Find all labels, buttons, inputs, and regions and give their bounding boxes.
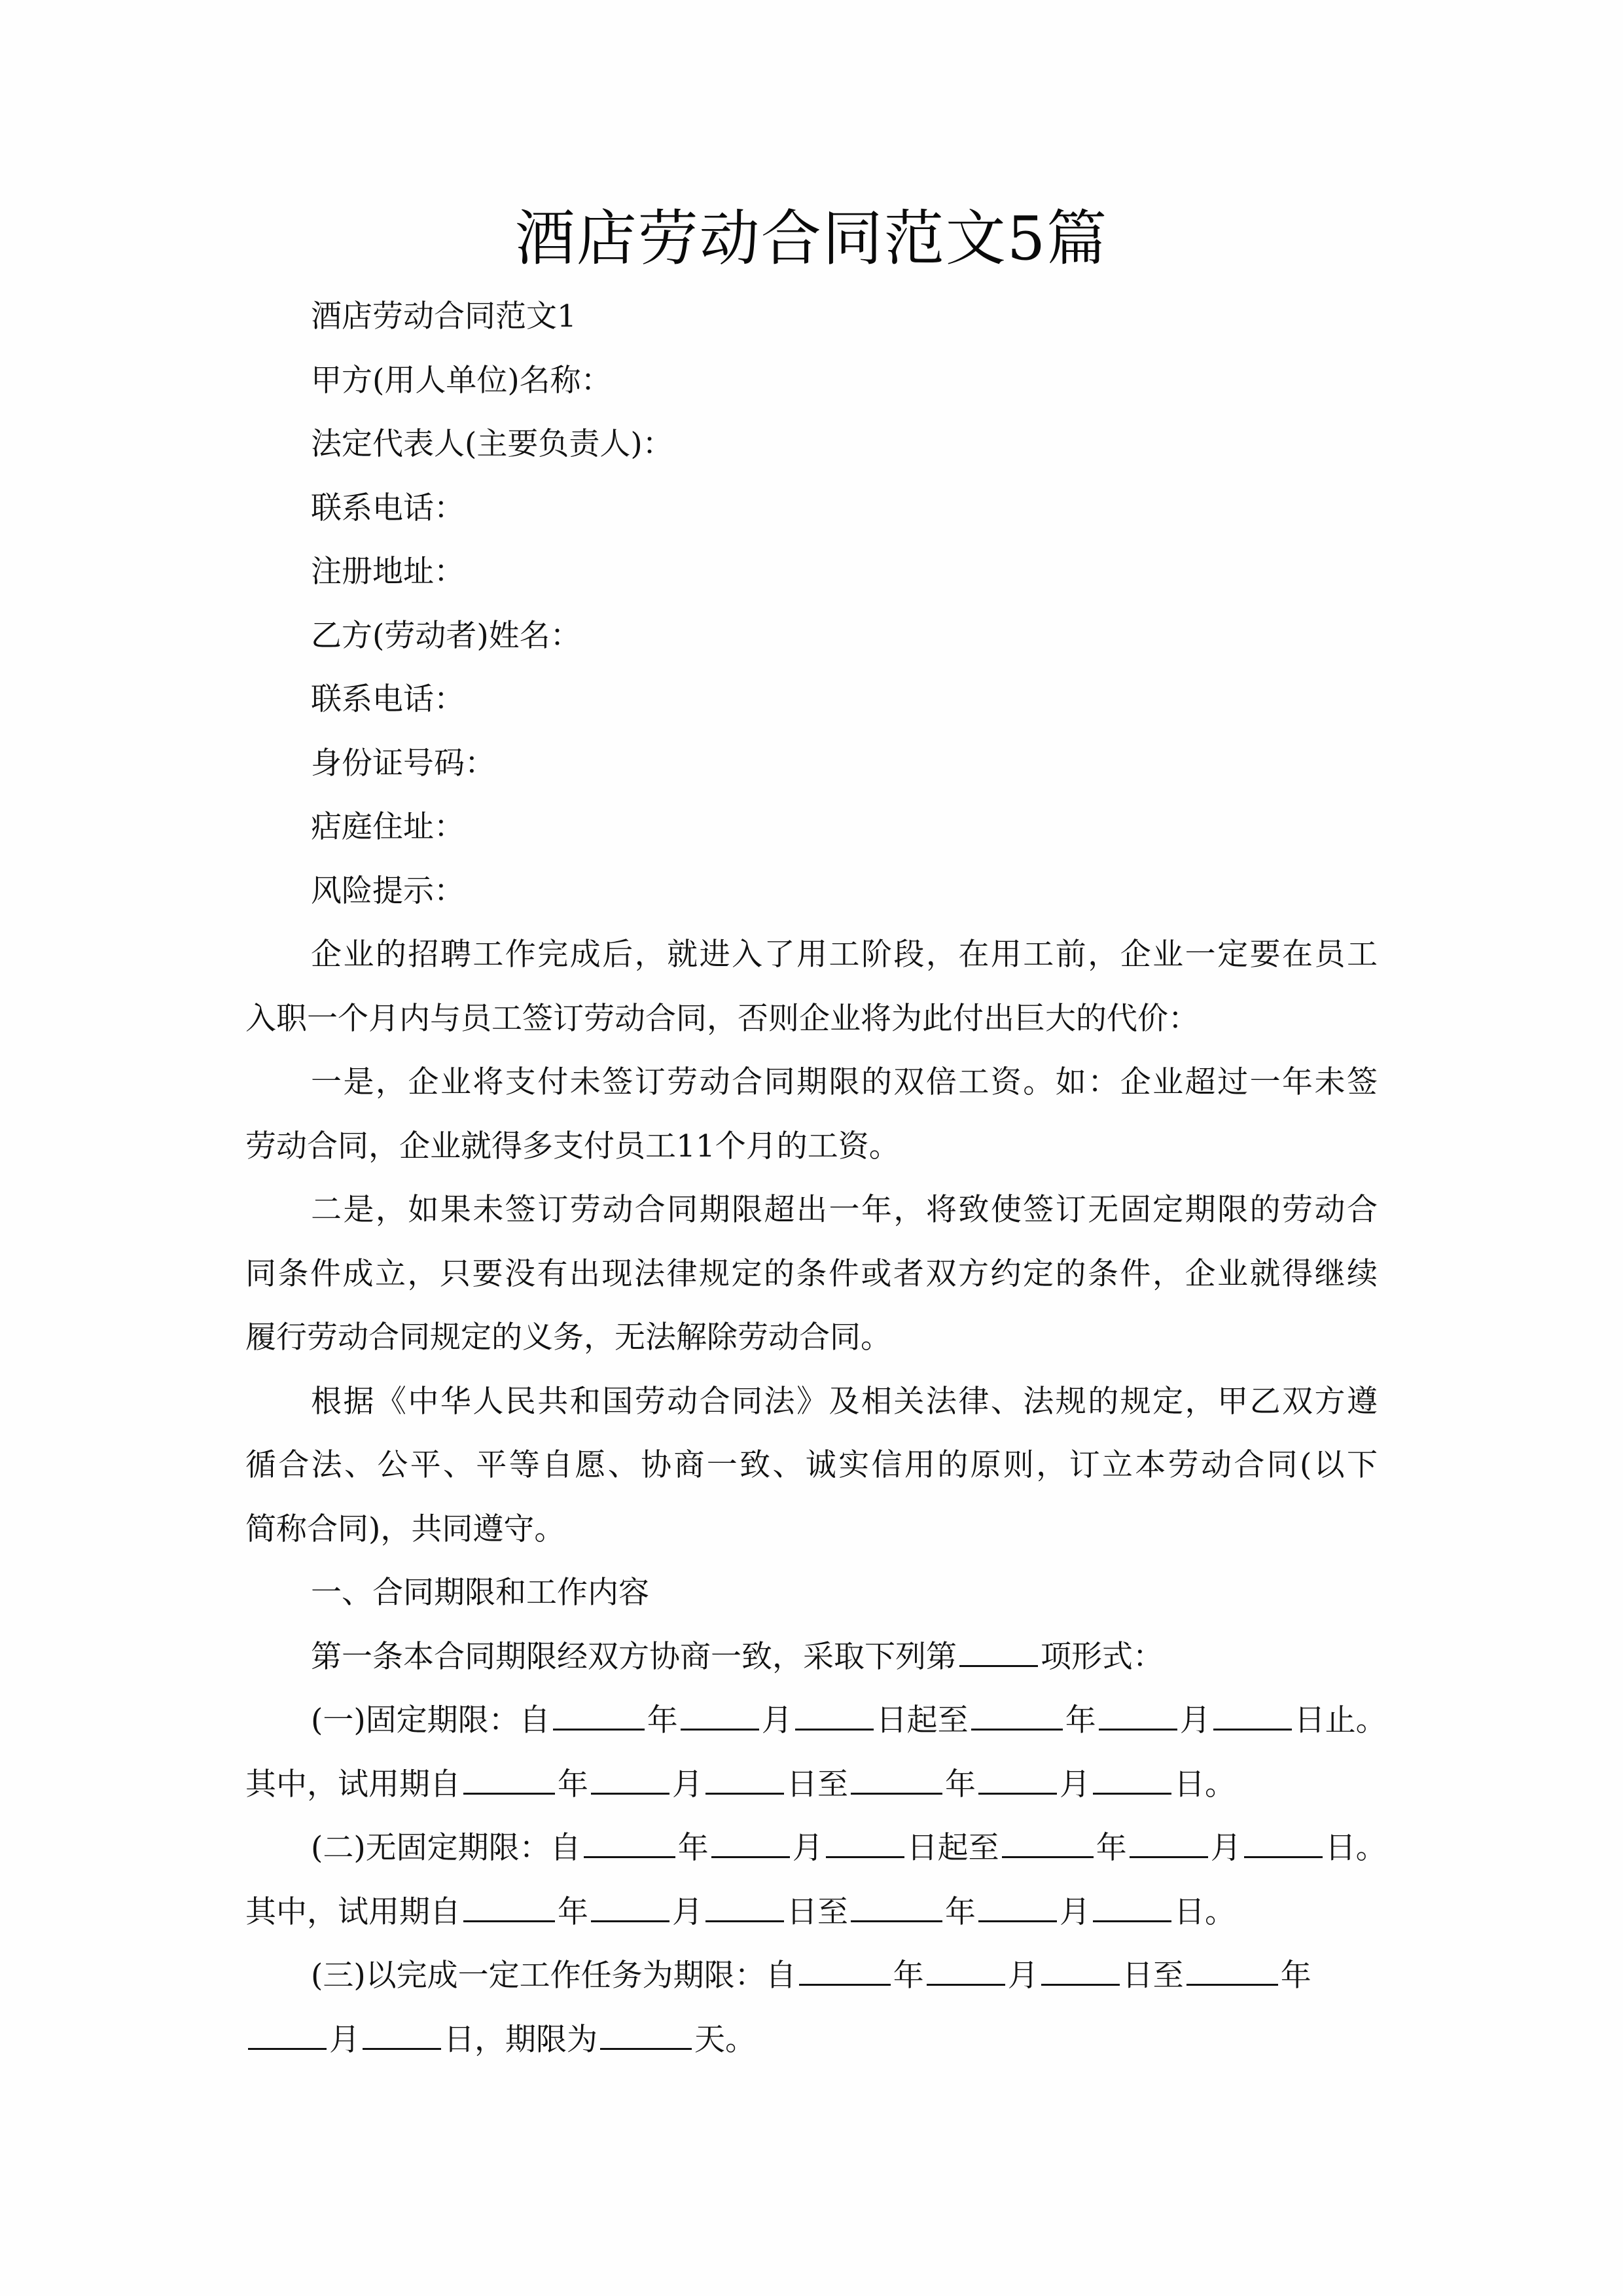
probation-start-day-blank[interactable] xyxy=(705,1767,784,1795)
probation-prefix: 其中，试用期自 xyxy=(245,1766,461,1803)
start-day-blank[interactable] xyxy=(1041,1958,1120,1986)
start-year-blank[interactable] xyxy=(553,1702,645,1731)
end-month-blank[interactable] xyxy=(1130,1830,1208,1858)
day-end-label: 日。 xyxy=(1174,1893,1236,1930)
start-month-blank[interactable] xyxy=(711,1830,790,1858)
document-body xyxy=(245,285,1387,2072)
month-label: 月 xyxy=(1007,1958,1039,1994)
article-1-prefix: 第一条本合同期限经双方协商一致，采取下列第 xyxy=(311,1638,957,1675)
probation-end-month-blank[interactable] xyxy=(978,1767,1057,1795)
duration-days-blank[interactable] xyxy=(600,2022,692,2050)
party-a-name-field: 甲方(用人单位)名称： xyxy=(311,362,612,399)
start-month-blank[interactable] xyxy=(681,1702,759,1731)
year-label: 年 xyxy=(945,1766,976,1803)
year-label: 年 xyxy=(677,1830,709,1866)
paragraph-3-line-2: 同条件成立，只要没有出现法律规定的条件或者双方约定的条件，企业就得继续 xyxy=(245,1255,1378,1292)
month-label: 月 xyxy=(1179,1702,1211,1738)
start-day-blank[interactable] xyxy=(826,1830,904,1858)
party-a-address-field: 注册地址： xyxy=(311,554,465,590)
probation-end-day-blank[interactable] xyxy=(1093,1767,1171,1795)
party-b-phone-field: 联系电话： xyxy=(311,681,465,717)
end-day-blank[interactable] xyxy=(1244,1830,1323,1858)
party-b-id-field: 身份证号码： xyxy=(311,745,495,781)
end-year-blank[interactable] xyxy=(1002,1830,1094,1858)
end-month-blank[interactable] xyxy=(248,2022,327,2050)
probation-1 xyxy=(245,1753,1378,1817)
month-label: 月 xyxy=(672,1766,703,1803)
end-day-blank[interactable] xyxy=(1213,1702,1292,1731)
item-1-fixed-term xyxy=(245,1689,1387,1753)
day-to-label: 日至 xyxy=(787,1766,848,1803)
year-label: 年 xyxy=(1280,1958,1311,1994)
probation-start-year-blank[interactable] xyxy=(463,1894,555,1922)
item-1-label: (一)固定期限：自 xyxy=(311,1702,550,1738)
paragraph-2-line-2: 劳动合同，企业就得多支付员工11个月的工资。 xyxy=(245,1128,900,1164)
item-3-label: (三)以完成一定工作任务为期限：自 xyxy=(311,1958,796,1994)
day-end-label: 日止。 xyxy=(1294,1702,1387,1738)
item-3-continued xyxy=(245,2008,1378,2072)
article-1-suffix: 项形式： xyxy=(1041,1638,1164,1675)
days-unit-label: 天。 xyxy=(694,2021,756,2058)
paragraph-3-line-1: 二是，如果未签订劳动合同期限超出一年，将致使签订无固定期限的劳动合 xyxy=(311,1192,1378,1228)
probation-start-month-blank[interactable] xyxy=(591,1767,669,1795)
probation-start-month-blank[interactable] xyxy=(591,1894,669,1922)
month-label: 月 xyxy=(1060,1766,1090,1803)
end-year-blank[interactable] xyxy=(971,1702,1063,1731)
article-1 xyxy=(245,1625,1378,1689)
start-day-blank[interactable] xyxy=(795,1702,874,1731)
probation-end-year-blank[interactable] xyxy=(851,1894,942,1922)
end-year-blank[interactable] xyxy=(1186,1958,1278,1986)
risk-label: 风险提示： xyxy=(311,872,465,909)
day-from-to-label: 日起至 xyxy=(906,1830,999,1866)
item-2-open-term xyxy=(245,1816,1387,1880)
month-label: 月 xyxy=(672,1893,703,1930)
probation-prefix: 其中，试用期自 xyxy=(245,1893,461,1930)
party-b-home-address-field: 痁庭住址： xyxy=(311,809,465,845)
item-2-label: (二)无固定期限：自 xyxy=(311,1830,581,1866)
probation-start-day-blank[interactable] xyxy=(705,1894,784,1922)
document-title: 酒店劳动合同范文5篇 xyxy=(514,204,1109,274)
probation-end-day-blank[interactable] xyxy=(1093,1894,1171,1922)
day-end-label: 日。 xyxy=(1174,1766,1236,1803)
party-b-name-field: 乙方(劳动者)姓名： xyxy=(311,617,581,654)
party-a-legal-rep-field: 法定代表人(主要负责人)： xyxy=(311,426,673,462)
year-label: 年 xyxy=(558,1766,588,1803)
probation-end-month-blank[interactable] xyxy=(978,1894,1057,1922)
section-heading: 酒店劳动合同范文1 xyxy=(311,298,577,334)
start-year-blank[interactable] xyxy=(799,1958,891,1986)
probation-2 xyxy=(245,1880,1378,1945)
year-label: 年 xyxy=(893,1958,924,1994)
month-label: 月 xyxy=(792,1830,823,1866)
paragraph-4-line-1: 根据《中华人民共和国劳动合同法》及相关法律、法规的规定，甲乙双方遵 xyxy=(311,1383,1378,1420)
paragraph-1-line-2: 入职一个月内与员工签订劳动合同，否则企业将为此付出巨大的代价： xyxy=(245,1000,1199,1037)
day-to-label: 日至 xyxy=(787,1893,848,1930)
start-month-blank[interactable] xyxy=(927,1958,1005,1986)
year-label: 年 xyxy=(1096,1830,1127,1866)
party-a-phone-field: 联系电话： xyxy=(311,490,465,526)
paragraph-4-line-2: 循合法、公平、平等自愿、协商一致、诚实信用的原则，订立本劳动合同(以下 xyxy=(245,1447,1378,1483)
month-label: 月 xyxy=(761,1702,793,1738)
year-label: 年 xyxy=(558,1893,588,1930)
end-day-blank[interactable] xyxy=(363,2022,441,2050)
year-label: 年 xyxy=(647,1702,678,1738)
day-from-to-label: 日起至 xyxy=(876,1702,969,1738)
year-label: 年 xyxy=(945,1893,976,1930)
form-choice-blank[interactable] xyxy=(959,1639,1038,1667)
end-month-blank[interactable] xyxy=(1099,1702,1177,1731)
paragraph-3-line-3: 履行劳动合同规定的义务，无法解除劳动合同。 xyxy=(245,1319,891,1355)
year-label: 年 xyxy=(1065,1702,1096,1738)
item-3-task-term xyxy=(245,1944,1378,2008)
probation-end-year-blank[interactable] xyxy=(851,1767,942,1795)
day-end-label: 日，期限为 xyxy=(444,2021,597,2058)
month-label: 月 xyxy=(329,2021,360,2058)
day-end-label: 日。 xyxy=(1325,1830,1387,1866)
chapter-1-heading: 一、合同期限和工作内容 xyxy=(311,1575,649,1611)
probation-start-year-blank[interactable] xyxy=(463,1767,555,1795)
day-to-label: 日至 xyxy=(1122,1958,1184,1994)
paragraph-1-line-1: 企业的招聘工作完成后，就进入了用工阶段，在用工前，企业一定要在员工 xyxy=(311,937,1378,973)
paragraph-2-line-1: 一是，企业将支付未签订劳动合同期限的双倍工资。如：企业超过一年未签 xyxy=(311,1064,1378,1100)
start-year-blank[interactable] xyxy=(584,1830,675,1858)
month-label: 月 xyxy=(1210,1830,1241,1866)
paragraph-4-line-3: 简称合同)，共同遵守。 xyxy=(245,1511,565,1547)
month-label: 月 xyxy=(1060,1893,1090,1930)
